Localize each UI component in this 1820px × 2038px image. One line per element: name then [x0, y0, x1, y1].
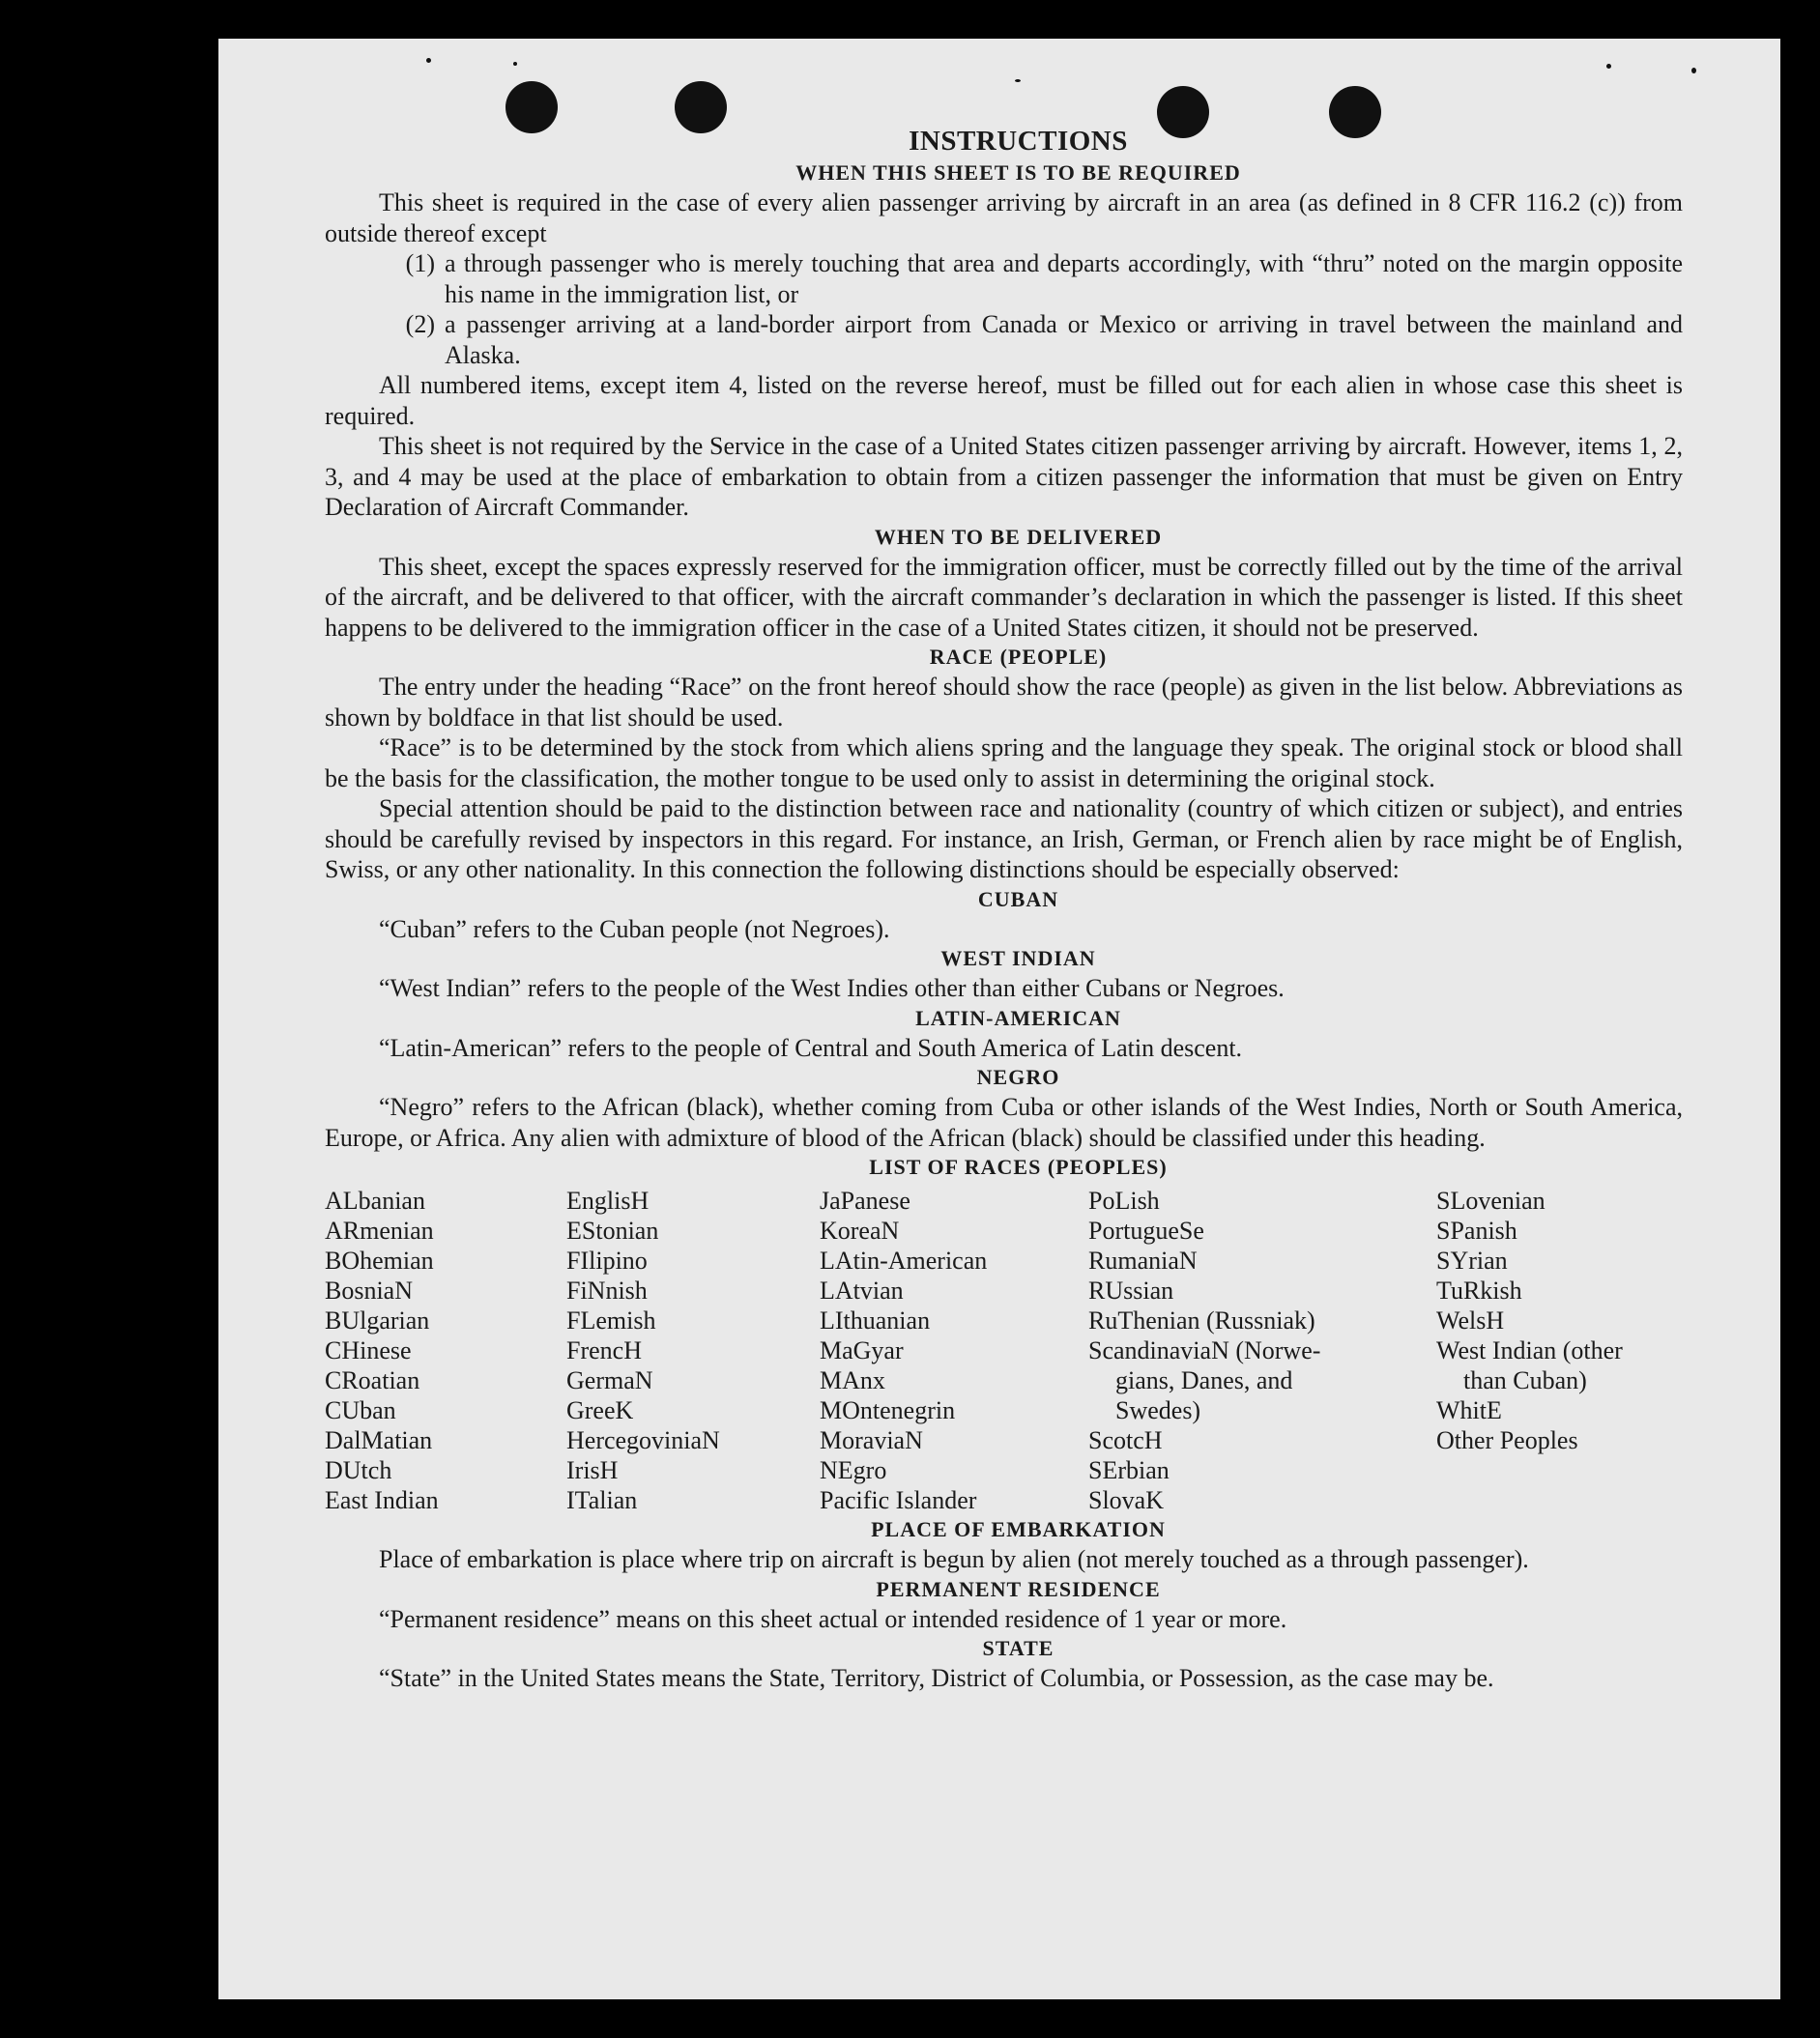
section-heading: PERMANENT RESIDENCE: [876, 1576, 1161, 1601]
paragraph: This sheet is not required by the Service in the case of a United States citizen passenger arriving by aircraft. However, items 1, 2, 3, and 4 may be used at the place of embarkation to obtain from a citizen passenger the information that must be given on Entry Declaration of Aircraft Commander.: [325, 432, 1683, 521]
race-entry: WhitE: [1436, 1396, 1502, 1424]
race-entry: IrisH: [566, 1456, 619, 1484]
race-entry: SErbian: [1088, 1456, 1170, 1484]
section-heading: LATIN-AMERICAN: [915, 1005, 1121, 1030]
race-entry: MoraviaN: [820, 1426, 923, 1454]
item-text: a through passenger who is merely touching that area and departs accordingly, with “thru” noted on the margin opposite his name in the immigration list, or: [445, 249, 1683, 308]
paragraph: All numbered items, except item 4, listed on the reverse hereof, must be filled out for each alien in whose case this sheet is required.: [325, 371, 1683, 430]
speck: [513, 62, 517, 66]
race-entry: East Indian: [325, 1486, 439, 1514]
races-column: [1088, 1186, 1436, 1515]
race-entry: RumaniaN: [1088, 1247, 1198, 1275]
race-entry: MaGyar: [820, 1336, 904, 1364]
race-entry: SLovenian: [1436, 1187, 1546, 1215]
race-entry: gians, Danes, and: [1115, 1366, 1293, 1394]
section-heading: NEGRO: [976, 1065, 1060, 1089]
race-entry: CUban: [325, 1396, 396, 1424]
definition: “Latin-American” refers to the people of Central and South America of Latin descent.: [379, 1033, 1243, 1062]
races-column: [820, 1186, 1088, 1515]
race-entry: BUlgarian: [325, 1306, 430, 1335]
race-entry: West Indian (other: [1436, 1336, 1623, 1364]
race-entry: EStonian: [566, 1217, 659, 1245]
race-entry: SlovaK: [1088, 1486, 1164, 1514]
race-entry: LIthuanian: [820, 1306, 931, 1335]
item-number: (2): [405, 310, 435, 338]
definition: “Cuban” refers to the Cuban people (not Negroes).: [379, 914, 890, 943]
race-entry: EnglisH: [566, 1187, 650, 1215]
section-heading: WHEN THIS SHEET IS TO BE REQUIRED: [795, 160, 1241, 185]
races-list: [325, 1186, 1683, 1515]
race-entry: Pacific Islander: [820, 1486, 977, 1514]
item-number: (1): [405, 249, 435, 277]
paragraph: “State” in the United States means the State, Territory, District of Columbia, or Possession, as the case may be.: [379, 1664, 1494, 1692]
race-entry: LAtvian: [820, 1277, 904, 1305]
section-heading: LIST OF RACES (PEOPLES): [869, 1155, 1168, 1179]
race-entry: RUssian: [1088, 1277, 1174, 1305]
race-entry: ScotcH: [1088, 1426, 1163, 1454]
race-entry: FiNnish: [566, 1277, 648, 1305]
section-heading: CUBAN: [977, 886, 1059, 911]
race-entry: JaPanese: [820, 1187, 910, 1215]
race-entry: RuThenian (Russniak): [1088, 1306, 1315, 1335]
section-heading: WEST INDIAN: [940, 946, 1096, 970]
speck: [1606, 64, 1611, 69]
race-entry: BosniaN: [325, 1277, 413, 1305]
race-entry: ScandinaviaN (Norwe-: [1088, 1336, 1321, 1364]
race-entry: Swedes): [1115, 1396, 1201, 1424]
race-entry: ARmenian: [325, 1217, 434, 1245]
race-entry: KoreaN: [820, 1217, 900, 1245]
paragraph: Place of embarkation is place where trip on aircraft is begun by alien (not merely touched as a through passenger).: [379, 1545, 1529, 1573]
race-entry: CHinese: [325, 1336, 412, 1364]
race-entry: HercegoviniaN: [566, 1426, 720, 1454]
race-entry: GermaN: [566, 1366, 653, 1394]
race-entry: SPanish: [1436, 1217, 1517, 1245]
paragraph: “Negro” refers to the African (black), whether coming from Cuba or other islands of the West Indies, North or South America, Europe, or Africa. Any alien with admixture of blood of the African (black) should be classified under this heading.: [325, 1093, 1683, 1152]
race-entry: PortugueSe: [1088, 1217, 1204, 1245]
race-entry: DalMatian: [325, 1426, 433, 1454]
section-heading: WHEN TO BE DELIVERED: [874, 524, 1163, 549]
race-entry: DUtch: [325, 1456, 392, 1484]
instructions-body: [325, 124, 1683, 1694]
races-column: [325, 1186, 566, 1515]
race-entry: MOntenegrin: [820, 1396, 956, 1424]
section-heading: STATE: [982, 1636, 1054, 1660]
speck: [1015, 79, 1021, 82]
paragraph: Special attention should be paid to the distinction between race and nationality (country of which citizen or subject), and entries should be carefully revised by inspectors in this regard. For instance, an Irish, German, or French alien by race might be of English, Swiss, or any other nationality. In this connection the following distinctions should be especially observed:: [325, 794, 1683, 883]
item-text: a passenger arriving at a land-border airport from Canada or Mexico or arriving in travel between the mainland and Alaska.: [445, 310, 1683, 369]
definition: “West Indian” refers to the people of the West Indies other than either Cubans or Negroes.: [379, 974, 1285, 1002]
race-entry: LAtin-American: [820, 1247, 988, 1275]
list-item: [325, 248, 1683, 309]
paragraph: The entry under the heading “Race” on the front hereof should show the race (people) as given in the list below. Abbreviations as shown by boldface in that list should be used.: [325, 673, 1683, 732]
race-entry: FIlipino: [566, 1247, 648, 1275]
race-entry: GreeK: [566, 1396, 634, 1424]
section-heading: PLACE OF EMBARKATION: [871, 1517, 1166, 1541]
speck: [1691, 68, 1696, 73]
section-heading: RACE (PEOPLE): [929, 645, 1108, 669]
race-entry: Other Peoples: [1436, 1426, 1578, 1454]
race-entry: FLemish: [566, 1306, 656, 1335]
race-entry: CRoatian: [325, 1366, 420, 1394]
race-entry: FrencH: [566, 1336, 642, 1364]
speck: [426, 58, 431, 63]
race-entry: ITalian: [566, 1486, 638, 1514]
race-entry: MAnx: [820, 1366, 885, 1394]
paragraph: “Race” is to be determined by the stock from which aliens spring and the language they speak. The original stock or blood shall be the basis for the classification, the mother tongue to be used only to assist in determining the original stock.: [325, 733, 1683, 792]
page-title: INSTRUCTIONS: [909, 126, 1128, 157]
race-entry: WelsH: [1436, 1306, 1505, 1335]
race-entry: than Cuban): [1463, 1366, 1587, 1394]
race-entry: TuRkish: [1436, 1277, 1522, 1305]
document-page: [218, 39, 1780, 1999]
list-item: [325, 309, 1683, 370]
race-entry: PoLish: [1088, 1187, 1160, 1215]
races-column: [566, 1186, 820, 1515]
definition: “Permanent residence” means on this sheet actual or intended residence of 1 year or more.: [379, 1604, 1287, 1633]
race-entry: NEgro: [820, 1456, 887, 1484]
race-entry: BOhemian: [325, 1247, 434, 1275]
race-entry: SYrian: [1436, 1247, 1508, 1275]
paragraph: This sheet, except the spaces expressly reserved for the immigration officer, must be correctly filled out by the time of the arrival of the aircraft, and be delivered to that officer, with the aircraft commander’s declaration in which the passenger is listed. If this sheet happens to be delivered to the immigration officer in the case of a United States citizen, it should not be preserved.: [325, 552, 1683, 642]
race-entry: ALbanian: [325, 1187, 425, 1215]
races-column: [1436, 1186, 1683, 1515]
paragraph: This sheet is required in the case of every alien passenger arriving by aircraft in an area (as defined in 8 CFR 116.2 (c)) from outside thereof except: [325, 188, 1683, 247]
